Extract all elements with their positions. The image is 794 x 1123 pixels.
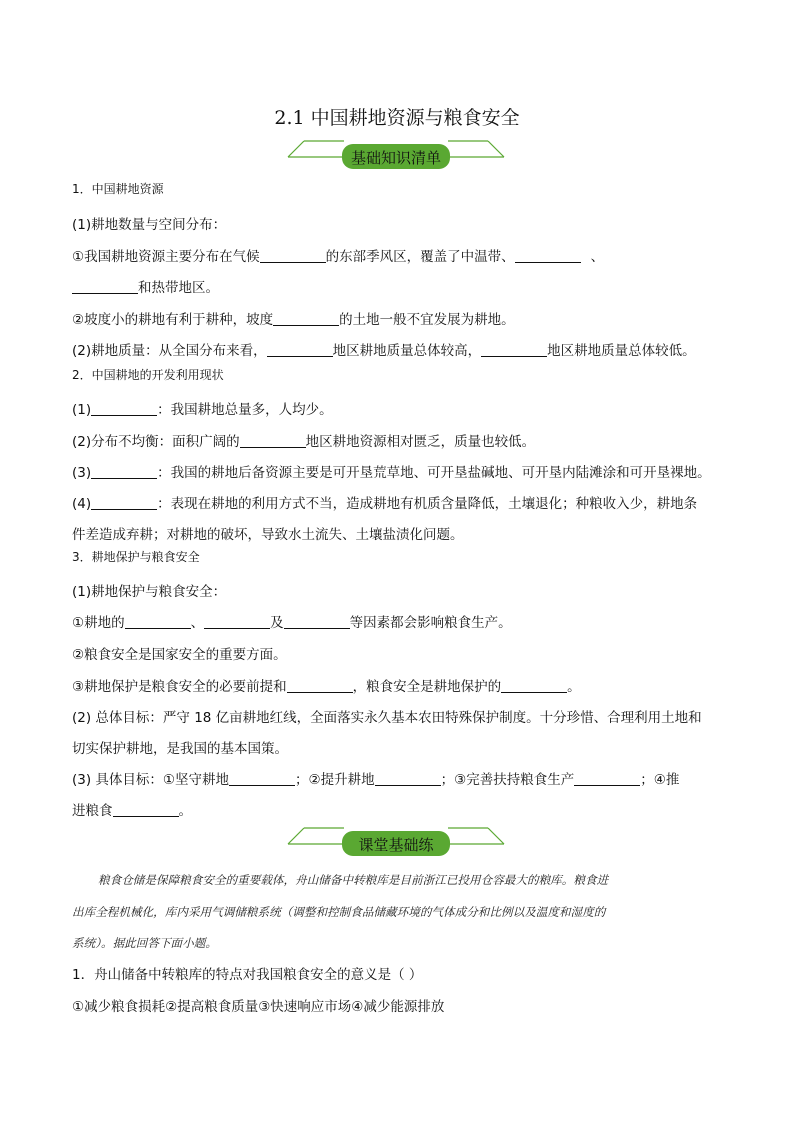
passage-line: 系统）。据此回答下面小题。 <box>72 936 217 950</box>
fill-blank[interactable] <box>284 614 350 629</box>
text-line: ②粮食安全是国家安全的重要方面。 <box>72 647 287 663</box>
text: 等因素都会影响粮食生产。 <box>349 615 512 631</box>
fill-blank[interactable] <box>515 248 581 263</box>
fill-blank[interactable] <box>91 464 157 479</box>
fill-blank[interactable] <box>574 771 640 786</box>
text: ②坡度小的耕地有利于耕种，坡度 <box>72 312 274 328</box>
subheading: (1)耕地数量与空间分布： <box>72 217 227 233</box>
text: 地区耕地质量总体较低。 <box>547 343 696 359</box>
fill-blank[interactable] <box>125 614 191 629</box>
text-line <box>72 430 535 450</box>
text-line <box>72 492 697 512</box>
fill-blank[interactable] <box>113 802 179 817</box>
text: ；②提升耕地 <box>295 772 375 788</box>
fill-blank[interactable] <box>501 678 567 693</box>
text-line: 切实保护耕地，是我国的基本国策。 <box>72 741 288 757</box>
fill-blank[interactable] <box>273 311 339 326</box>
text: ：表现在耕地的利用方式不当，造成耕地有机质含量降低，土壤退化；种粮收入少，耕地条 <box>157 496 698 512</box>
text: ：我国耕地总量多，人均少。 <box>157 402 333 418</box>
fill-blank[interactable] <box>267 342 333 357</box>
text-line <box>72 308 515 328</box>
text: ①我国耕地资源主要分布在气候 <box>72 249 260 265</box>
passage-line: 出库全程机械化，库内采用气调储粮系统（调整和控制食品储藏环境的气体成分和比例以及温度和湿度的 <box>72 905 606 919</box>
text: (3) <box>72 465 92 481</box>
text: (3) 具体目标：①坚守耕地 <box>72 772 230 788</box>
fill-blank[interactable] <box>375 771 441 786</box>
subheading: (1)耕地保护与粮食安全： <box>72 584 227 600</box>
page-title: 2.1 中国耕地资源与粮食安全 <box>274 107 520 129</box>
fill-blank[interactable] <box>260 248 326 263</box>
question-options: ①减少粮食损耗②提高粮食质量③快速响应市场④减少能源排放 <box>72 999 445 1015</box>
text: 地区耕地资源相对匮乏，质量也较低。 <box>305 434 536 450</box>
text: 和热带地区。 <box>138 280 219 296</box>
text: 及 <box>270 615 284 631</box>
text: ③耕地保护是粮食安全的必要前提和 <box>72 679 287 695</box>
section-banner-classroom-practice <box>286 822 506 858</box>
text: (1) <box>72 402 92 418</box>
text: (2)耕地质量：从全国分布来看， <box>72 343 267 359</box>
banner-label: 基础知识清单 <box>350 149 441 167</box>
text: ；④推 <box>640 772 680 788</box>
text: 地区耕地质量总体较高， <box>332 343 482 359</box>
text: ①耕地的 <box>72 615 125 631</box>
fill-blank[interactable] <box>72 279 138 294</box>
text: 进粮食 <box>72 803 113 819</box>
fill-blank[interactable] <box>91 401 157 416</box>
section-heading: 2．中国耕地的开发利用现状 <box>72 368 224 382</box>
text: (2)分布不均衡：面积广阔的 <box>72 434 240 450</box>
text-line: 件差造成弃耕；对耕地的破坏，导致水土流失、土壤盐渍化问题。 <box>72 527 464 543</box>
text: 。 <box>567 679 581 695</box>
text-line <box>72 768 679 788</box>
text: ；③完善扶持粮食生产 <box>440 772 575 788</box>
text: 、 <box>590 249 605 265</box>
text-line <box>72 398 333 418</box>
section-banner-basic-knowledge <box>286 135 506 171</box>
text-line <box>72 245 604 265</box>
question-text: 1．舟山储备中转粮库的特点对我国粮食安全的意义是（ ） <box>72 967 423 983</box>
fill-blank[interactable] <box>287 678 353 693</box>
text-line: (2) 总体目标：严守 18 亿亩耕地红线，全面落实永久基本农田特殊保护制度。十分珍惜、合理利用土地和 <box>72 710 702 726</box>
text-line <box>72 611 512 631</box>
fill-blank[interactable] <box>240 433 306 448</box>
text: (4) <box>72 496 92 512</box>
fill-blank[interactable] <box>91 495 157 510</box>
text-line <box>72 799 192 819</box>
text: 、 <box>190 615 205 631</box>
text: 。 <box>178 803 192 819</box>
text: 的土地一般不宜发展为耕地。 <box>339 312 515 328</box>
fill-blank[interactable] <box>204 614 270 629</box>
fill-blank[interactable] <box>229 771 295 786</box>
text-line <box>72 461 711 481</box>
fill-blank[interactable] <box>481 342 547 357</box>
text-line <box>72 675 581 695</box>
passage-line: 粮食仓储是保障粮食安全的重要载体，舟山储备中转粮库是目前浙江已投用仓容最大的粮库。粮食进 <box>98 873 609 887</box>
text-line <box>72 276 219 296</box>
section-heading: 3．耕地保护与粮食安全 <box>72 550 200 564</box>
text: ，粮食安全是耕地保护的 <box>352 679 502 695</box>
text: ：我国的耕地后备资源主要是可开垦荒草地、可开垦盐碱地、可开垦内陆滩涂和可开垦裸地。 <box>157 465 711 481</box>
text-line <box>72 339 696 359</box>
section-heading: 1．中国耕地资源 <box>72 182 164 196</box>
text: 的东部季风区，覆盖了中温带、 <box>325 249 515 265</box>
banner-label: 课堂基础练 <box>358 836 434 854</box>
